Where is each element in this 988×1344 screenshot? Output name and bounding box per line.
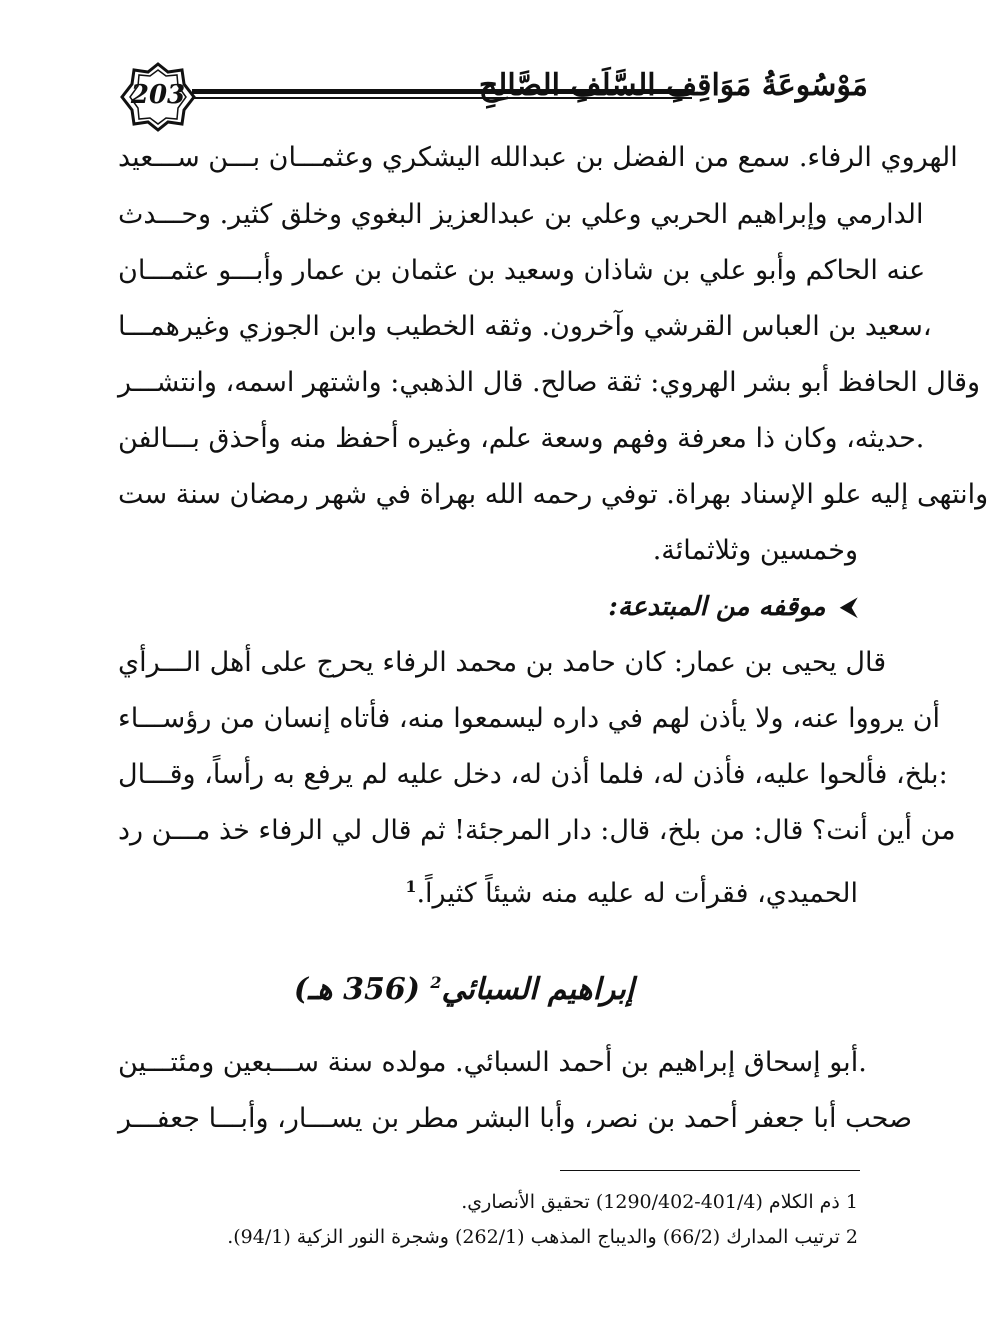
entry-title (0, 972, 928, 1007)
text-line: وانتهى إليه علو الإسناد بهراة. توفي رحمه الله بهراة في شهر رمضان سنة ست (118, 479, 988, 510)
page-number: 203 (130, 80, 186, 110)
footnote: 2 ترتيب المدارك (66/2) والديباج المذهب (262/1) وشجرة النور الزكية (94/1). (227, 1226, 858, 1248)
text-line: حديثه، وكان ذا معرفة وفهم وسعة علم، وغيره أحفظ منه وأحذق بـــالفن. (118, 423, 925, 454)
text-line: من أين أنت؟ قال: من بلخ، قال: دار المرجئة! ثم قال لي الرفاء خذ مـــن رد (118, 815, 956, 846)
footnote-ref: 2 (430, 973, 442, 992)
text-line (118, 867, 858, 907)
text-line: وقال الحافظ أبو بشر الهروي: ثقة صالح. قال الذهبي: واشتهر اسمه، وانتشـــر (118, 367, 981, 398)
text-line: صحب أبا جعفر أحمد بن نصر، وأبا البشر مطر بن يســـار، وأبـــا جعفـــر (118, 1103, 912, 1134)
text-line: عنه الحاكم وأبو علي بن شاذان وسعيد بن عثمان بن عمار وأبـــو عثمـــان (118, 255, 926, 286)
section-heading-text: موقفه من المبتدعة: (608, 592, 826, 622)
text-line: أبو إسحاق إبراهيم بن أحمد السبائي. مولده سنة ســـبعين ومئتـــين. (118, 1047, 867, 1078)
footnote-divider (560, 1170, 860, 1171)
text-line: وخمسين وثلاثمائة. (652, 535, 858, 566)
entry-name: إبراهيم السبائي (441, 972, 635, 1007)
footnote-ref: 1 (405, 877, 417, 896)
arrow-marker-icon: ⮜ (839, 592, 858, 622)
text-line: سعيد بن العباس القرشي وآخرون. وثقه الخطيب وابن الجوزي وغيرهمـــا، (118, 311, 932, 342)
text-line-content: الحميدي، فقرأت له عليه منه شيئاً كثيراً. (416, 878, 858, 909)
text-line: أن يرووا عنه، ولا يأذن لهم في داره ليسمعوا منه، فأتاه إنسان من رؤســـاء (118, 703, 941, 734)
page-header (108, 62, 868, 132)
text-line: الهروي الرفاء. سمع من الفضل بن عبدالله اليشكري وعثمـــان بـــن ســـعيد (118, 142, 958, 173)
footnote: 1 ذم الكلام (401/4-1290/402) تحقيق الأنصاري. (461, 1191, 858, 1213)
text-line: بلخ، فألحوا عليه، فأذن له، فلما أذن له، دخل عليه لم يرفع به رأساً، وقـــال: (118, 759, 948, 790)
text-line: قال يحيى بن عمار: كان حامد بن محمد الرفاء يحرج على أهل الـــرأي (118, 647, 887, 678)
entry-date: (356 هـ) (293, 972, 420, 1007)
page-number-badge (120, 62, 196, 132)
series-title: مَوْسُوعَةُ مَوَاقِفِ السَّلَفِ الصَّالِحِ (478, 68, 868, 103)
section-heading (608, 592, 858, 623)
text-line: الدارمي وإبراهيم الحربي وعلي بن عبدالعزيز البغوي وخلق كثير. وحـــدث (118, 199, 924, 230)
